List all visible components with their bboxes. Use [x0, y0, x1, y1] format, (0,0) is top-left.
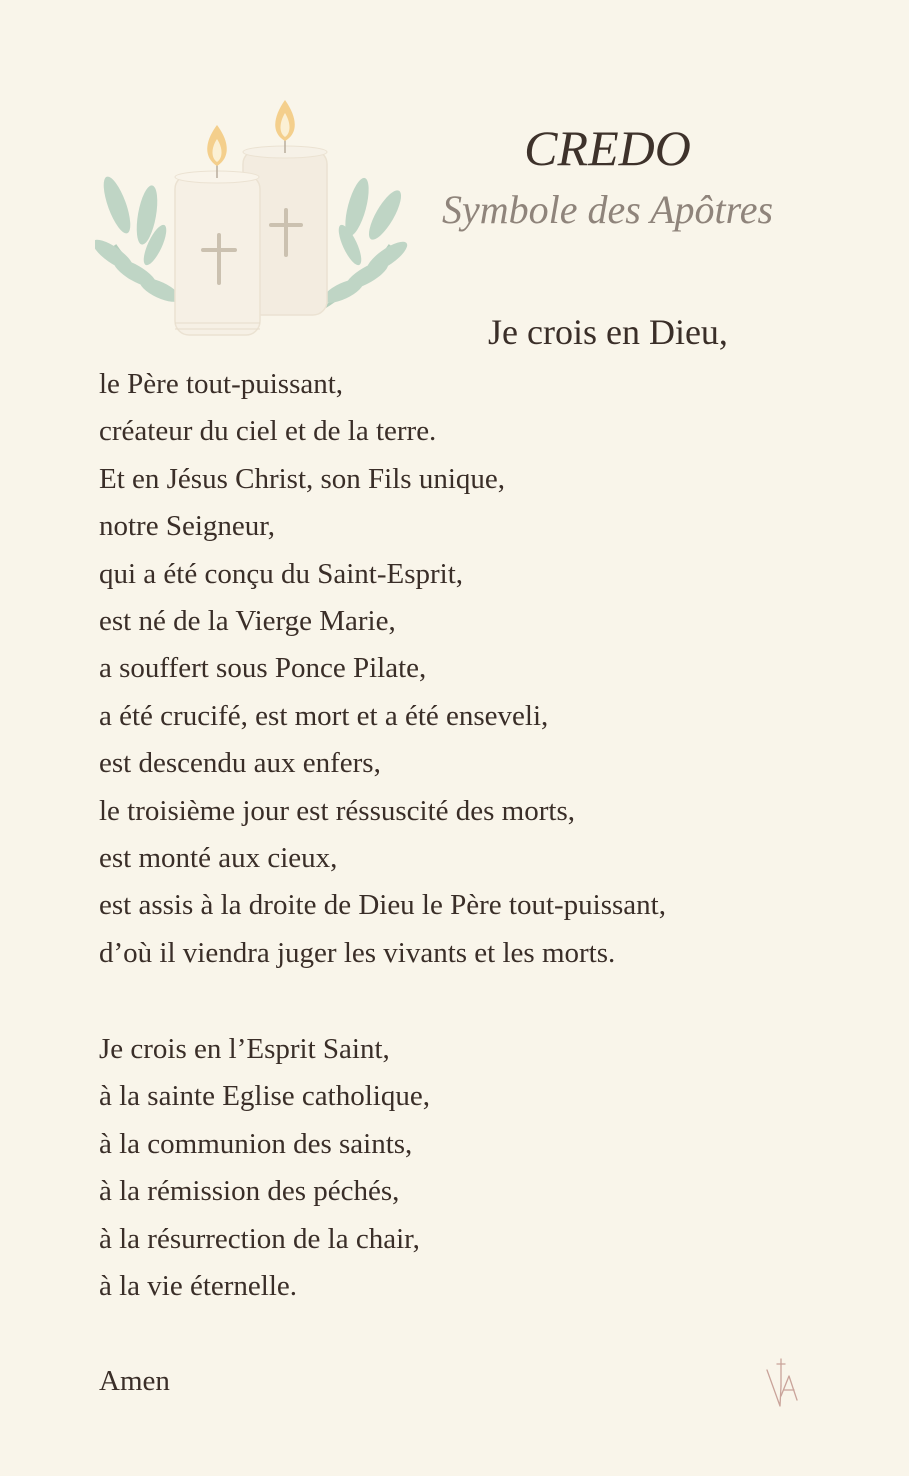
- prayer-line: qui a été conçu du Saint-Esprit,: [99, 557, 464, 590]
- prayer-line: est né de la Vierge Marie,: [99, 604, 396, 637]
- prayer-line: est monté aux cieux,: [99, 841, 338, 874]
- prayer-line: à la sainte Eglise catholique,: [99, 1080, 430, 1113]
- prayer-line: créateur du ciel et de la terre.: [99, 415, 437, 448]
- prayer-line: est assis à la droite de Dieu le Père tout-puissant,: [99, 889, 666, 922]
- prayer-line: le troisième jour est réssuscité des morts,: [99, 794, 575, 827]
- prayer-line: à la communion des saints,: [99, 1127, 413, 1160]
- prayer-line: le Père tout-puissant,: [99, 368, 344, 400]
- va-monogram-icon: [764, 1356, 800, 1410]
- prayer-line: à la résurrection de la chair,: [99, 1222, 420, 1255]
- page-title: CREDO: [524, 120, 691, 176]
- prayer-opening-line: Je crois en Dieu,: [488, 312, 728, 352]
- right-laurel-icon: [320, 176, 410, 310]
- prayer-line: notre Seigneur,: [99, 510, 276, 543]
- prayer-line: à la rémission des péchés,: [99, 1175, 400, 1208]
- prayer-stanza-1: [99, 361, 666, 977]
- prayer-line: est descendu aux enfers,: [99, 747, 381, 780]
- candles-with-laurel-icon: [95, 95, 410, 345]
- prayer-stanza-2: [99, 1026, 430, 1310]
- prayer-closing: Amen: [99, 1365, 170, 1397]
- prayer-line: a été crucifé, est mort et a été enseveli,: [99, 699, 549, 732]
- prayer-line: d’où il viendra juger les vivants et les morts.: [99, 936, 616, 969]
- prayer-line: Je crois en l’Esprit Saint,: [99, 1033, 390, 1065]
- prayer-line: a souffert sous Ponce Pilate,: [99, 652, 427, 685]
- prayer-line: Et en Jésus Christ, son Fils unique,: [99, 462, 506, 495]
- page-subtitle: Symbole des Apôtres: [441, 187, 774, 232]
- prayer-line: à la vie éternelle.: [99, 1269, 298, 1302]
